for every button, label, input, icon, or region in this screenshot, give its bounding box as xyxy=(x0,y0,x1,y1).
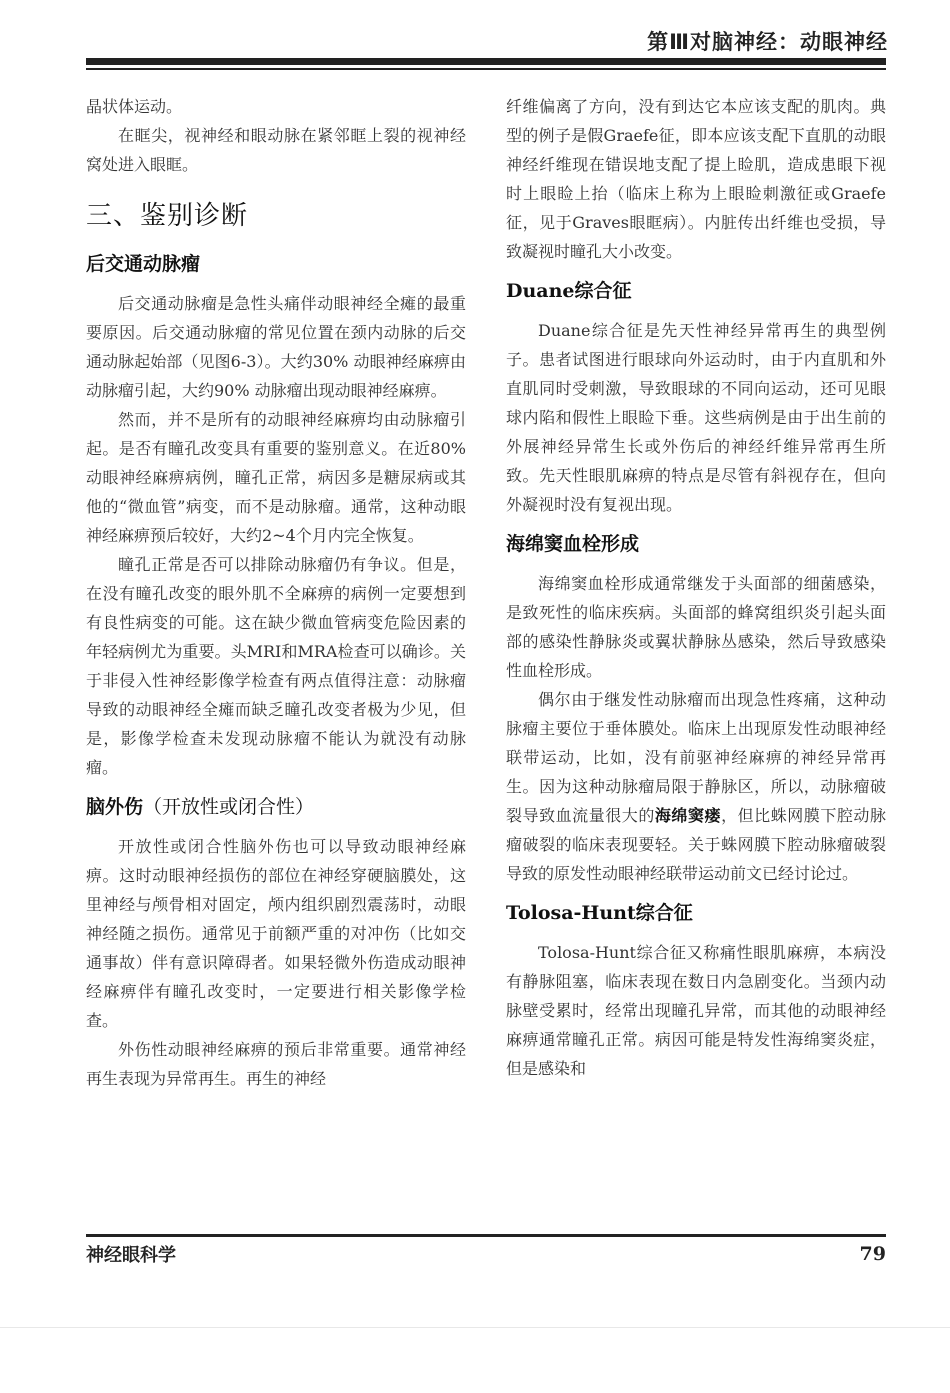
right-column xyxy=(506,92,886,1083)
page-number: 79 xyxy=(859,1243,886,1265)
subheading-head-trauma-main: 脑外伤 xyxy=(86,796,144,818)
paragraph-text: 偶尔由于继发性动脉瘤而出现急性疼痛，这种动脉瘤主要位于垂体膜处。临床上出现原发性动眼神经联带运动，比如，没有前驱神经麻痹的神经异常再生。因为这种动脉瘤局限于静脉区，所以，动脉瘤破裂导致血流量很大的 xyxy=(506,690,886,825)
running-header-title: 第Ⅲ对脑神经：动眼神经 xyxy=(647,30,888,54)
paragraph: 瞳孔正常是否可以排除动脉瘤仍有争议。但是，在没有瞳孔改变的眼外肌不全麻痹的病例一定要想到有良性病变的可能。这在缺少微血管病变危险因素的年轻病例尤为重要。头MRI和MRA检查可以确诊。关于非侵入性神经影像学检查有两点值得注意：动脉瘤导致的动眼神经全瘫而缺乏瞳孔改变者极为少见，但是，影像学检查未发现动脉瘤不能认为就没有动脉瘤。 xyxy=(86,555,466,777)
paragraph: 在眶尖，视神经和眼动脉在紧邻眶上裂的视神经窝处进入眼眶。 xyxy=(86,126,466,174)
paragraph: 然而，并不是所有的动眼神经麻痹均由动脉瘤引起。是否有瞳孔改变具有重要的鉴别意义。在近80% 动眼神经麻痹病例，瞳孔正常，病因多是糖尿病或其他的“微血管”病变，而不是动脉瘤。通常，这种动眼神经麻痹预后较好，大约2~4个月内完全恢复。 xyxy=(86,410,466,545)
paragraph-text: ，但比蛛网膜下腔动脉瘤破裂的临床表现要轻。关于蛛网膜下腔动脉瘤破裂导致的原发性动眼神经联带运动前文已经讨论过。 xyxy=(506,806,886,883)
paragraph: 外伤性动眼神经麻痹的预后非常重要。通常神经再生表现为异常再生。再生的神经 xyxy=(86,1040,466,1088)
subheading-pcom-aneurysm: 后交通动脉瘤 xyxy=(86,253,201,275)
scan-edge-line xyxy=(0,1327,950,1328)
header-rule-thin xyxy=(86,68,886,70)
paragraph: 海绵窦血栓形成通常继发于头面部的细菌感染，是致死性的临床疾病。头面部的蜂窝组织炎引起头面部的感染性静脉炎或翼状静脉丛感染，然后导致感染性血栓形成。 xyxy=(506,574,886,680)
paragraph: Duane综合征是先天性神经异常再生的典型例子。患者试图进行眼球向外运动时，由于内直肌和外直肌同时受刺激，导致眼球的不同向运动，还可见眼球内陷和假性上眼睑下垂。这些病例是由于出生前的外展神经异常生长或外伤后的神经纤维异常再生所致。先天性眼肌麻痹的特点是尽管有斜视存在，但向外凝视时没有复视出现。 xyxy=(506,321,886,514)
subheading-head-trauma xyxy=(86,792,466,822)
subheading-tolosa-hunt: Tolosa-Hunt综合征 xyxy=(506,902,693,924)
footer-book-title: 神经眼科学 xyxy=(86,1245,176,1266)
paragraph: 后交通动脉瘤是急性头痛伴动眼神经全瘫的最重要原因。后交通动脉瘤的常见位置在颈内动脉的后交通动脉起始部（见图6-3）。大约30% 动眼神经麻痹由动脉瘤引起，大约90% 动脉瘤出现动眼神经麻痹。 xyxy=(86,294,466,400)
bold-term-cavernous-fistula: 海绵窦瘘 xyxy=(654,806,722,825)
paragraph: Tolosa-Hunt综合征又称痛性眼肌麻痹，本病没有静脉阻塞，临床表现在数日内急剧变化。当颈内动脉壁受累时，经常出现瞳孔异常，而其他的动眼神经麻痹通常瞳孔正常。病因可能是特发性海绵窦炎症，但是感染和 xyxy=(506,943,886,1078)
paragraph xyxy=(506,685,886,888)
left-column xyxy=(86,92,466,1093)
subheading-head-trauma-paren: （开放性或闭合性） xyxy=(143,796,315,818)
subheading-cavernous-sinus-thrombosis: 海绵窦血栓形成 xyxy=(506,533,640,555)
paragraph: 晶状体运动。 xyxy=(86,97,183,116)
paragraph: 纤维偏离了方向，没有到达它本应该支配的肌肉。典型的例子是假Graefe征，即本应该支配下直肌的动眼神经纤维现在错误地支配了提上睑肌，造成患眼下视时上眼睑上抬（临床上称为上眼睑刺激征或Graefe征，见于Graves眼眶病）。内脏传出纤维也受损，导致凝视时瞳孔大小改变。 xyxy=(506,97,886,261)
header-rule-thick xyxy=(86,58,886,65)
section-heading-differential-diagnosis: 三、鉴别诊断 xyxy=(86,201,249,231)
paragraph: 开放性或闭合性脑外伤也可以导致动眼神经麻痹。这时动眼神经损伤的部位在神经穿硬脑膜处，这里神经与颅骨相对固定，颅内组织剧烈震荡时，动眼神经随之损伤。通常见于前额严重的对冲伤（比如交通事故）伴有意识障碍者。如果轻微外伤造成动眼神经麻痹伴有瞳孔改变时，一定要进行相关影像学检查。 xyxy=(86,837,466,1030)
footer-rule xyxy=(86,1234,886,1237)
subheading-duane-syndrome: Duane综合征 xyxy=(506,280,632,302)
